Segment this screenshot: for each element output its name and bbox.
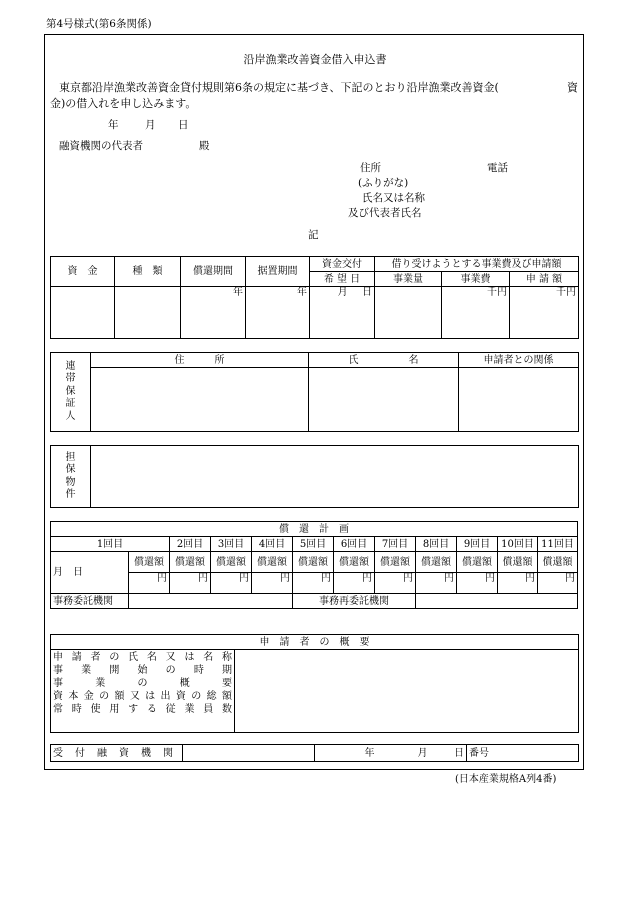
applicant-rep-label: 及び代表者氏名 <box>348 207 422 219</box>
fund-cell[interactable] <box>51 287 115 339</box>
delivery-day-unit: 日 <box>362 287 372 298</box>
reception-label: 受 付 融 資 機 関 <box>51 745 183 762</box>
fund-header: 資 金 <box>51 257 115 287</box>
overview-cell[interactable] <box>235 650 579 733</box>
volume-header: 事業量 <box>375 272 442 287</box>
repay-amount-cell[interactable]: 円 <box>538 573 578 594</box>
repay-amount-header: 償還額 <box>293 552 334 573</box>
volume-cell[interactable] <box>375 287 442 339</box>
repay-amount-cell[interactable]: 円 <box>252 573 293 594</box>
repay-amount-cell[interactable]: 円 <box>129 573 170 594</box>
intro-line-1: 東京都沿岸漁業改善資金貸付規則第6条の規定に基づき、下記のとおり沿岸漁業改善資金( <box>59 81 499 94</box>
overview-row-label: 常時使用する従業員数 <box>53 704 232 715</box>
amount-cell[interactable]: 千円 <box>510 287 579 339</box>
kind-header: 種 類 <box>115 257 181 287</box>
repay-amount-cell[interactable]: 円 <box>211 573 252 594</box>
reception-day: 日 <box>443 745 467 762</box>
overview-table <box>50 634 579 733</box>
delivery-header-1: 資金交付 <box>310 257 375 272</box>
addressee: 融資機関の代表者 <box>59 140 143 152</box>
intro-line-1-end: 資 <box>567 81 578 94</box>
repay-time-6: 6回目 <box>334 537 375 552</box>
loan-table <box>50 256 579 339</box>
repay-plan-title: 償 還 計 画 <box>51 522 578 537</box>
repay-time-7: 7回目 <box>375 537 416 552</box>
repay-time-1: 1回目 <box>51 537 170 552</box>
collateral-table <box>50 445 579 508</box>
date-year: 年 <box>108 119 119 131</box>
repay-time-10: 10回目 <box>498 537 538 552</box>
delivery-header-2: 希 望 日 <box>310 272 375 287</box>
repay-plan-table <box>50 521 578 609</box>
repay-amount-header: 償還額 <box>375 552 416 573</box>
guarantor-address-cell[interactable] <box>91 368 309 432</box>
repay-time-11: 11回目 <box>538 537 578 552</box>
overview-row-label: 事業の概要 <box>53 678 232 689</box>
applicant-furigana-label: (ふりがな) <box>358 177 409 189</box>
repay-time-4: 4回目 <box>252 537 293 552</box>
repay-amount-header: 償還額 <box>538 552 578 573</box>
repay-amount-header: 償還額 <box>457 552 498 573</box>
applicant-phone-label: 電話 <box>487 162 508 174</box>
reception-cell[interactable] <box>183 745 315 762</box>
date-day: 日 <box>178 119 189 131</box>
ki-label: 記 <box>308 229 319 241</box>
repay-amount-header: 償還額 <box>211 552 252 573</box>
addressee-suffix: 殿 <box>199 140 210 152</box>
repay-time-8: 8回目 <box>416 537 457 552</box>
repay-amount-cell[interactable]: 円 <box>498 573 538 594</box>
applicant-name-label: 氏名又は名称 <box>362 192 425 204</box>
overview-labels <box>51 650 235 733</box>
project-header: 借り受けようとする事業費及び申請額 <box>375 257 579 272</box>
reception-table <box>50 744 579 762</box>
repay-amount-header: 償還額 <box>498 552 538 573</box>
repay-amount-header: 償還額 <box>334 552 375 573</box>
overview-row-label: 事業開始の時期 <box>53 665 232 676</box>
repay-amount-cell[interactable]: 円 <box>170 573 211 594</box>
applicant-address-label: 住所 <box>360 162 381 174</box>
office-cell[interactable] <box>129 594 293 609</box>
guarantor-address-header: 住 所 <box>91 353 309 368</box>
collateral-cell[interactable] <box>91 446 579 508</box>
repay-amount-header: 償還額 <box>416 552 457 573</box>
delivery-date-cell[interactable] <box>310 287 375 339</box>
footer-note: (日本産業規格A列4番) <box>455 774 557 785</box>
amount-header: 申 請 額 <box>510 272 579 287</box>
overview-title: 申 請 者 の 概 要 <box>51 635 579 650</box>
repay-amount-header: 償還額 <box>252 552 293 573</box>
repay-amount-cell[interactable]: 円 <box>293 573 334 594</box>
repay-period-cell[interactable]: 年 <box>181 287 246 339</box>
guarantor-table <box>50 352 579 432</box>
reception-month: 月 <box>403 745 443 762</box>
re-office-cell[interactable] <box>416 594 578 609</box>
repay-time-9: 9回目 <box>457 537 498 552</box>
repay-period-header: 償還期間 <box>181 257 246 287</box>
date-month: 月 <box>145 119 156 131</box>
kind-cell[interactable] <box>115 287 181 339</box>
intro-line-2: 金)の借入れを申し込みます。 <box>50 97 197 110</box>
deferral-period-cell[interactable]: 年 <box>246 287 310 339</box>
repay-amount-cell[interactable]: 円 <box>375 573 416 594</box>
deferral-period-header: 据置期間 <box>246 257 310 287</box>
guarantor-label: 連 帯 保 証 人 <box>51 353 91 432</box>
repay-month-day-label: 月 日 <box>51 552 129 594</box>
cost-cell[interactable]: 千円 <box>442 287 510 339</box>
guarantor-relation-header: 申請者との関係 <box>459 353 579 368</box>
delivery-month-unit: 月 <box>337 287 348 298</box>
reception-date-gap <box>315 745 363 762</box>
overview-row-label: 資本金の額又は出資の総額 <box>53 691 232 702</box>
guarantor-name-header: 氏 名 <box>309 353 459 368</box>
repay-time-5: 5回目 <box>293 537 334 552</box>
repay-amount-header: 償還額 <box>170 552 211 573</box>
office-label: 事務委託機関 <box>51 594 129 609</box>
repay-amount-cell[interactable]: 円 <box>457 573 498 594</box>
form-number: 第4号様式(第6条関係) <box>46 18 152 30</box>
collateral-label: 担 保 物 件 <box>51 446 91 508</box>
overview-row-label: 申請者の氏名又は名称 <box>53 652 232 663</box>
guarantor-name-cell[interactable] <box>309 368 459 432</box>
re-office-label: 事務再委託機関 <box>293 594 416 609</box>
cost-header: 事業費 <box>442 272 510 287</box>
reception-year: 年 <box>363 745 403 762</box>
repay-amount-cell[interactable]: 円 <box>416 573 457 594</box>
repay-amount-cell[interactable]: 円 <box>334 573 375 594</box>
form-title: 沿岸漁業改善資金借入申込書 <box>243 53 387 66</box>
reception-number[interactable]: 番号 <box>467 745 579 762</box>
guarantor-relation-cell[interactable] <box>459 368 579 432</box>
repay-time-2: 2回目 <box>170 537 211 552</box>
repay-time-3: 3回目 <box>211 537 252 552</box>
repay-amount-header: 償還額 <box>129 552 170 573</box>
